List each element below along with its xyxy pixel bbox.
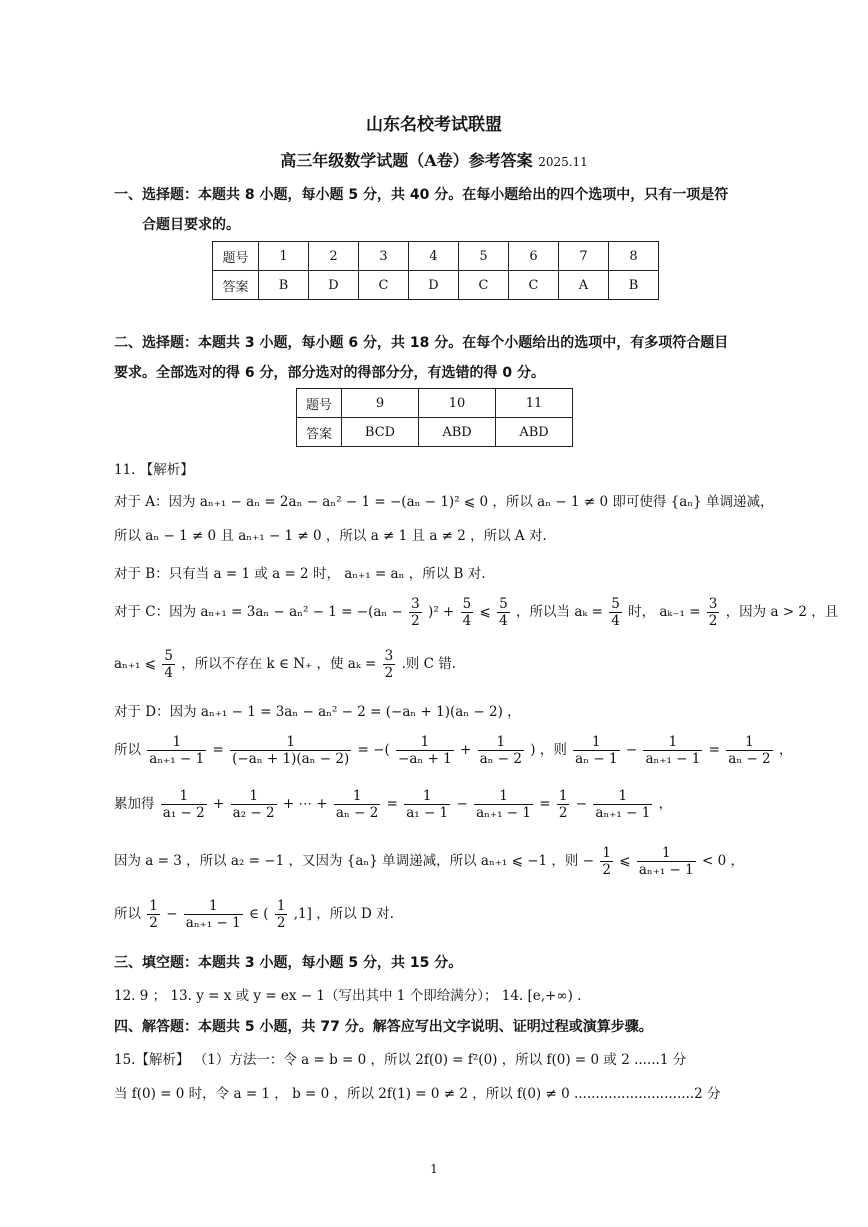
exam-date: 2025.11 xyxy=(538,155,588,169)
fraction xyxy=(497,596,510,629)
table-cell: D xyxy=(409,271,459,300)
numerator: 3 xyxy=(708,596,718,612)
denominator: 2 xyxy=(276,915,286,931)
denominator: −aₙ + 1 xyxy=(398,751,452,767)
table-cell: B xyxy=(259,271,309,300)
section2-heading-line2: 要求。全部选对的得 6 分，部分选对的得部分分，有选错的得 0 分。 xyxy=(114,365,545,381)
table-cell: 11 xyxy=(496,389,573,418)
numerator: 5 xyxy=(164,648,173,664)
c-text: )² + xyxy=(428,604,455,620)
d-text: 所以 xyxy=(114,742,141,758)
fraction xyxy=(161,788,207,821)
denominator: aₙ − 2 xyxy=(728,751,771,767)
table-row-answers xyxy=(297,418,573,447)
fraction xyxy=(474,788,533,821)
fraction xyxy=(593,788,652,821)
table-cell: D xyxy=(309,271,359,300)
table-cell: ABD xyxy=(419,418,496,447)
numerator: 1 xyxy=(474,788,533,805)
section3-answers: 12. 9 ； 13. y = x 或 y = ex − 1（写出其中 1 个即给满分）； 14. [e,+∞) . xyxy=(114,988,582,1004)
fraction xyxy=(461,596,474,629)
denominator: aₙ₊₁ − 1 xyxy=(149,751,205,767)
denominator: aₙ₊₁ − 1 xyxy=(638,862,694,878)
denominator: 2 xyxy=(602,862,611,878)
denominator: 4 xyxy=(499,613,508,629)
denominator: aₙ − 1 xyxy=(575,751,618,767)
numerator: 1 xyxy=(149,898,158,914)
numerator: 1 xyxy=(593,788,652,805)
table-cell: B xyxy=(609,271,659,300)
numerator: 5 xyxy=(462,596,472,612)
denominator: a₁ − 1 xyxy=(406,805,449,821)
c-text: ，所以不存在 k ∈ N₊ ，使 aₖ = xyxy=(181,656,377,672)
table-row-numbers xyxy=(297,389,573,418)
table-cell: 8 xyxy=(609,242,659,271)
fraction xyxy=(609,596,622,629)
section2-heading-line1: 二、选择题：本题共 3 小题，每小题 6 分，共 18 分。在每个小题给出的选项中，有多项符合题目 xyxy=(114,335,729,351)
d-text: 因为 a = 3 ，所以 a₂ = −1 ，又因为 {aₙ} 单调递减，所以 aₙ₊₁ ⩽ −1 ，则 − xyxy=(114,853,595,869)
fraction xyxy=(231,788,277,821)
d-text: ⩽ xyxy=(619,853,631,869)
table-cell: 1 xyxy=(259,242,309,271)
d-text: 累加得 xyxy=(114,796,155,812)
numerator: 1 xyxy=(396,734,454,751)
d-text: − xyxy=(575,796,588,812)
c-text: ，所以当 aₖ = xyxy=(516,604,603,620)
denominator: a₂ − 2 xyxy=(232,805,275,821)
d-text: = xyxy=(212,742,224,758)
numerator: 1 xyxy=(276,898,286,914)
fraction xyxy=(383,648,396,681)
numerator: 3 xyxy=(411,596,420,612)
d-text: − xyxy=(456,796,468,812)
table-cell: 2 xyxy=(309,242,359,271)
numerator: 1 xyxy=(573,734,619,751)
fraction xyxy=(404,788,450,821)
q11-d-line1: 对于 D：因为 aₙ₊₁ − 1 = 3aₙ − aₙ² − 2 = (−aₙ + 1)(aₙ − 2) ， xyxy=(114,704,521,720)
q11-d-line4 xyxy=(114,845,744,878)
d-text: ,1] ，所以 D 对. xyxy=(293,906,394,922)
q11-d-line5 xyxy=(114,898,394,931)
section1-heading-line2: 合题目要求的。 xyxy=(142,217,240,233)
denominator: aₙ − 2 xyxy=(335,805,379,821)
q11-b-line: 对于 B：只有当 a = 1 或 a = 2 时， aₙ₊₁ = aₙ ，所以 B 对. xyxy=(114,566,486,582)
fraction xyxy=(557,788,570,821)
denominator: 2 xyxy=(384,665,394,681)
numerator: 1 xyxy=(726,734,772,751)
section1-heading-line1: 一、选择题：本题共 8 小题，每小题 5 分，共 40 分。在每小题给出的四个选项中，只有一项是符 xyxy=(114,187,729,203)
table-cell: C xyxy=(509,271,559,300)
c-text: 对于 C：因为 aₙ₊₁ = 3aₙ − aₙ² − 1 = −(aₙ − xyxy=(114,604,403,620)
q15-line2: 当 f(0) = 0 时，令 a = 1 ， b = 0 ，所以 2f(1) = 0 ≠ 2 ，所以 f(0) ≠ 0 ............................2 分 xyxy=(114,1086,721,1102)
table-row-numbers xyxy=(213,242,659,271)
d-text: = xyxy=(539,796,551,812)
numerator: 1 xyxy=(334,788,380,805)
d-text: = xyxy=(386,796,398,812)
denominator: 2 xyxy=(149,915,158,931)
fraction xyxy=(726,734,772,767)
denominator: 4 xyxy=(462,613,472,629)
denominator: aₙ − 2 xyxy=(479,751,522,767)
table-label-number: 题号 xyxy=(297,389,342,418)
denominator: aₙ₊₁ − 1 xyxy=(185,915,241,931)
numerator: 5 xyxy=(611,596,620,612)
numerator: 1 xyxy=(643,734,702,751)
q11-c-line2 xyxy=(114,648,456,681)
subtitle-text: 高三年级数学试题（A卷）参考答案 xyxy=(280,151,533,170)
q11-a-line1: 对于 A：因为 aₙ₊₁ − aₙ = 2aₙ − aₙ² − 1 = −(aₙ − 1)² ⩽ 0 ，所以 aₙ − 1 ≠ 0 即可使得 {aₙ} 单调递减， xyxy=(114,494,774,510)
numerator: 1 xyxy=(602,845,611,861)
page-number: 1 xyxy=(430,1162,438,1176)
denominator: a₁ − 2 xyxy=(162,805,205,821)
table-cell: 7 xyxy=(559,242,609,271)
denominator: aₙ₊₁ − 1 xyxy=(645,751,701,767)
fraction xyxy=(162,648,175,681)
q11-d-line3 xyxy=(114,788,672,821)
denominator: 4 xyxy=(611,613,620,629)
table-cell: 3 xyxy=(359,242,409,271)
table-cell: A xyxy=(559,271,609,300)
q11-title: 11. 【解析】 xyxy=(114,462,194,478)
fraction xyxy=(396,734,454,767)
table-cell: C xyxy=(459,271,509,300)
numerator: 1 xyxy=(404,788,450,805)
fraction xyxy=(409,596,422,629)
d-text: = xyxy=(708,742,720,758)
answer-table-1 xyxy=(212,241,659,300)
numerator: 1 xyxy=(161,788,207,805)
numerator: 1 xyxy=(184,898,243,915)
fraction xyxy=(600,845,613,878)
denominator: aₙ₊₁ − 1 xyxy=(476,805,531,821)
fraction xyxy=(147,898,160,931)
d-text: + xyxy=(213,796,225,812)
numerator: 1 xyxy=(231,788,277,805)
c-text: ⩽ xyxy=(479,604,491,620)
denominator: (−aₙ + 1)(aₙ − 2) xyxy=(232,751,350,767)
d-text: = −( xyxy=(357,742,390,758)
fraction xyxy=(334,788,380,821)
fraction xyxy=(643,734,702,767)
table-cell: 5 xyxy=(459,242,509,271)
table-cell: 10 xyxy=(419,389,496,418)
numerator: 1 xyxy=(147,734,206,751)
table-cell: 6 xyxy=(509,242,559,271)
q11-d-line2 xyxy=(114,734,792,767)
q15-line1: 15.【解析】 （1）方法一：令 a = b = 0 ，所以 2f(0) = f²(0) ，所以 f(0) = 0 或 2 ......1 分 xyxy=(114,1052,687,1068)
numerator: 1 xyxy=(637,845,696,862)
denominator: 4 xyxy=(164,665,173,681)
denominator: 2 xyxy=(558,805,568,821)
table-cell: C xyxy=(359,271,409,300)
d-text: + ⋯ + xyxy=(282,796,328,812)
table-cell: ABD xyxy=(496,418,573,447)
d-text: < 0 ， xyxy=(702,853,745,869)
c-text: aₙ₊₁ ⩽ xyxy=(114,656,157,672)
table-label-answer: 答案 xyxy=(297,418,342,447)
numerator: 1 xyxy=(478,734,524,751)
fraction xyxy=(573,734,619,767)
table-label-answer: 答案 xyxy=(213,271,259,300)
d-text: + xyxy=(460,742,472,758)
fraction xyxy=(184,898,243,931)
fraction xyxy=(147,734,206,767)
q11-c-line1 xyxy=(114,596,838,629)
denominator: 2 xyxy=(708,613,718,629)
denominator: 2 xyxy=(411,613,420,629)
denominator: aₙ₊₁ − 1 xyxy=(595,805,651,821)
answer-table-2 xyxy=(296,388,573,447)
c-text: 时， aₖ₋₁ = xyxy=(628,604,701,620)
fraction xyxy=(230,734,351,767)
section3-heading: 三、填空题：本题共 3 小题，每小题 5 分，共 15 分。 xyxy=(114,955,463,971)
d-text: ， xyxy=(658,796,673,812)
numerator: 5 xyxy=(499,596,508,612)
section4-heading: 四、解答题：本题共 5 小题，共 77 分。解答应写出文字说明、证明过程或演算步骤。 xyxy=(114,1019,653,1035)
d-text: ∈ ( xyxy=(249,906,269,922)
exam-subtitle xyxy=(0,148,868,171)
d-text: 所以 xyxy=(114,906,141,922)
table-row-answers xyxy=(213,271,659,300)
c-text: ，因为 a > 2 ，且 xyxy=(725,604,839,620)
numerator: 1 xyxy=(230,734,351,751)
q11-a-line2: 所以 aₙ − 1 ≠ 0 且 aₙ₊₁ − 1 ≠ 0 ，所以 a ≠ 1 且 a ≠ 2 ，所以 A 对. xyxy=(114,528,547,544)
c-text: .则 C 错. xyxy=(401,656,457,672)
table-cell: BCD xyxy=(342,418,419,447)
d-text: ) ，则 xyxy=(530,742,567,758)
fraction xyxy=(707,596,720,629)
d-text: − xyxy=(166,906,178,922)
fraction xyxy=(275,898,288,931)
d-text: ， xyxy=(778,742,793,758)
table-cell: 4 xyxy=(409,242,459,271)
numerator: 3 xyxy=(384,648,394,664)
table-label-number: 题号 xyxy=(213,242,259,271)
numerator: 1 xyxy=(558,788,568,804)
d-text: − xyxy=(625,742,638,758)
fraction xyxy=(478,734,524,767)
table-cell: 9 xyxy=(342,389,419,418)
exam-title: 山东名校考试联盟 xyxy=(366,115,502,135)
fraction xyxy=(637,845,696,878)
